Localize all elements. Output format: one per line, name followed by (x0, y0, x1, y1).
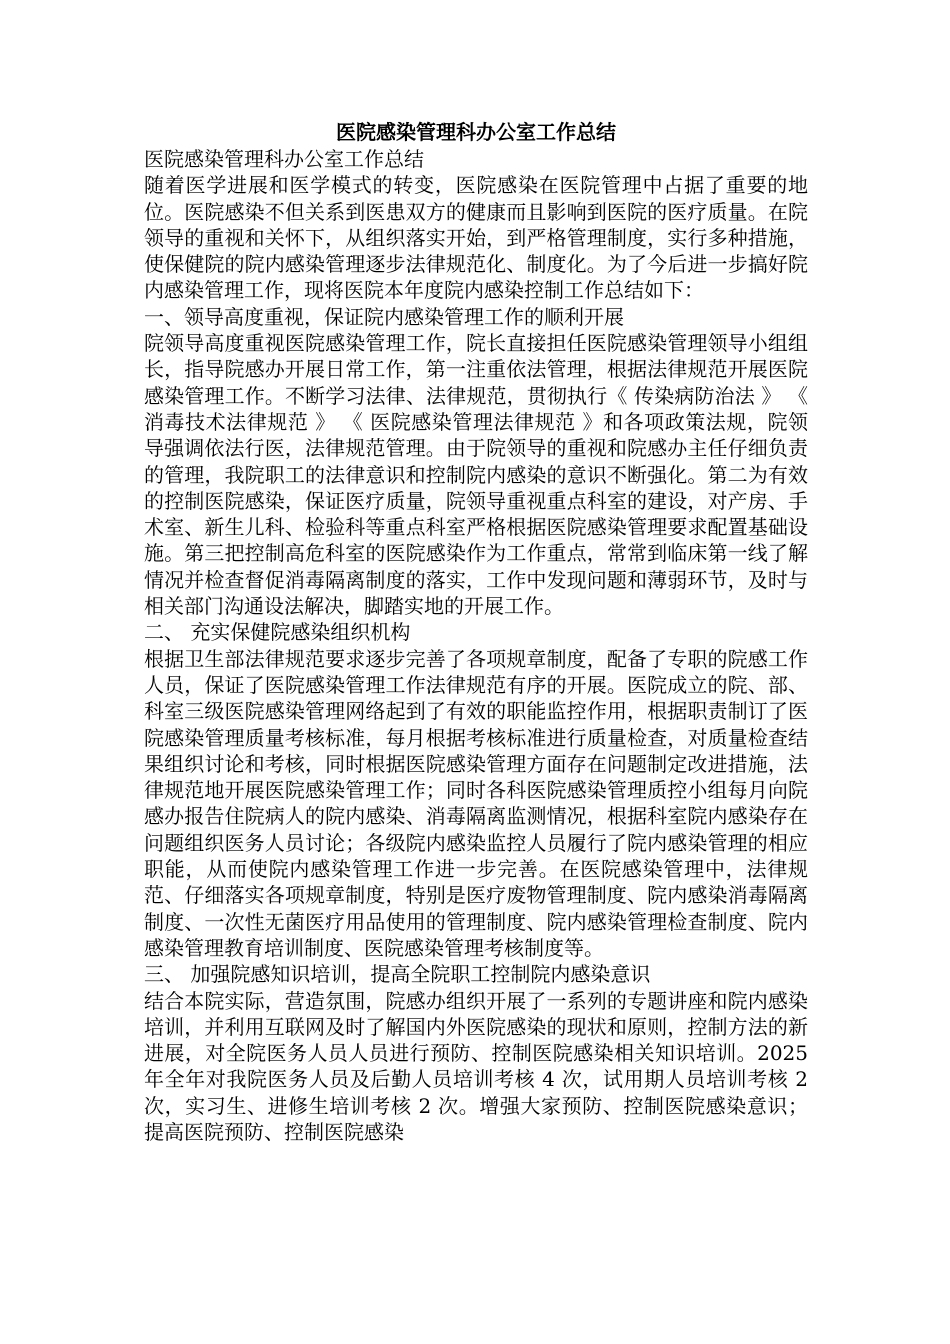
section-1-heading: 一、领导高度重视，保证院内感染管理工作的顺利开展 (144, 304, 624, 329)
document-subtitle: 医院感染管理科办公室工作总结 (144, 147, 424, 171)
section-2-paragraph: 根据卫生部法律规范要求逐步完善了各项规章制度，配备了专职的院感工作人员，保证了医院感染管理工作法律规范有序的开展。医院成立的院、部、科室三级医院感染管理网络起到了有效的职能监控作用，根据职责制订了医院感染管理质量考核标准，每月根据考核标准进行质量检查，对质量检查结果组织讨论和考核，同时根据医院感染管理方面存在问题制定改进措施，法律规范地开展医院感染管理工作；同时各科医院感染管理质控小组每月向院感办报告住院病人的院内感染、消毒隔离监测情况，根据科室院内感染存在问题组织医务人员讨论；各级院内感染监控人员履行了院内感染管理的相应职能，从而使院内感染管理工作进一步完善。在医院感染管理中，法律规范、仔细落实各项规章制度，特别是医疗废物管理制度、院内感染消毒隔离制度、一次性无菌医疗用品使用的管理制度、院内感染管理检查制度、院内感染管理教育培训制度、医院感染管理考核制度等。 (144, 646, 808, 960)
section-2-heading: 二、 充实保健院感染组织机构 (144, 620, 411, 645)
section-3-heading: 三、 加强院感知识培训，提高全院职工控制院内感染意识 (144, 962, 651, 987)
document-page (144, 118, 808, 1145)
intro-paragraph: 随着医学进展和医学模式的转变，医院感染在医院管理中占据了重要的地位。医院感染不但关系到医患双方的健康而且影响到医院的医疗质量。在院领导的重视和关怀下，从组织落实开始，到严格管理制度，实行多种措施，使保健院的院内感染管理逐步法律规范化、制度化。为了今后进一步搞好院内感染管理工作，现将医院本年度院内感染控制工作总结如下： (144, 173, 808, 303)
section-3-paragraph: 结合本院实际，营造氛围，院感办组织开展了一系列的专题讲座和院内感染培训，并利用互联网及时了解国内外医院感染的现状和原则，控制方法的新进展，对全院医务人员人员进行预防、控制医院感染相关知识培训。2025 年全年对我院医务人员及后勤人员培训考核 4 次，试用期人员培训考核 2 次，实习生、进修生培训考核 2 次。增强大家预防、控制医院感染意识；提高医院预防、控制医院感染 (144, 988, 808, 1144)
section-1-paragraph: 院领导高度重视医院感染管理工作，院长直接担任医院感染管理领导小组组长，指导院感办开展日常工作，第一注重依法管理，根据法律规范开展医院感染管理工作。不断学习法律、法律规范，贯彻执行《 传染病防治法 》 《 消毒技术法律规范 》 《 医院感染管理法律规范 》和各项政策法规，院领导强调依法行医，法律规范管理。由于院领导的重视和院感办主任仔细负责的管理，我院职工的法律意识和控制院内感染的意识不断强化。第二为有效的控制医院感染，保证医疗质量，院领导重视重点科室的建设，对产房、手术室、新生儿科、检验科等重点科室严格根据医院感染管理要求配置基础设施。第三把控制高危科室的医院感染作为工作重点，常常到临床第一线了解情况并检查督促消毒隔离制度的落实，工作中发现问题和薄弱环节，及时与相关部门沟通设法解决，脚踏实地的开展工作。 (144, 331, 808, 619)
document-title: 医院感染管理科办公室工作总结 (336, 120, 616, 144)
